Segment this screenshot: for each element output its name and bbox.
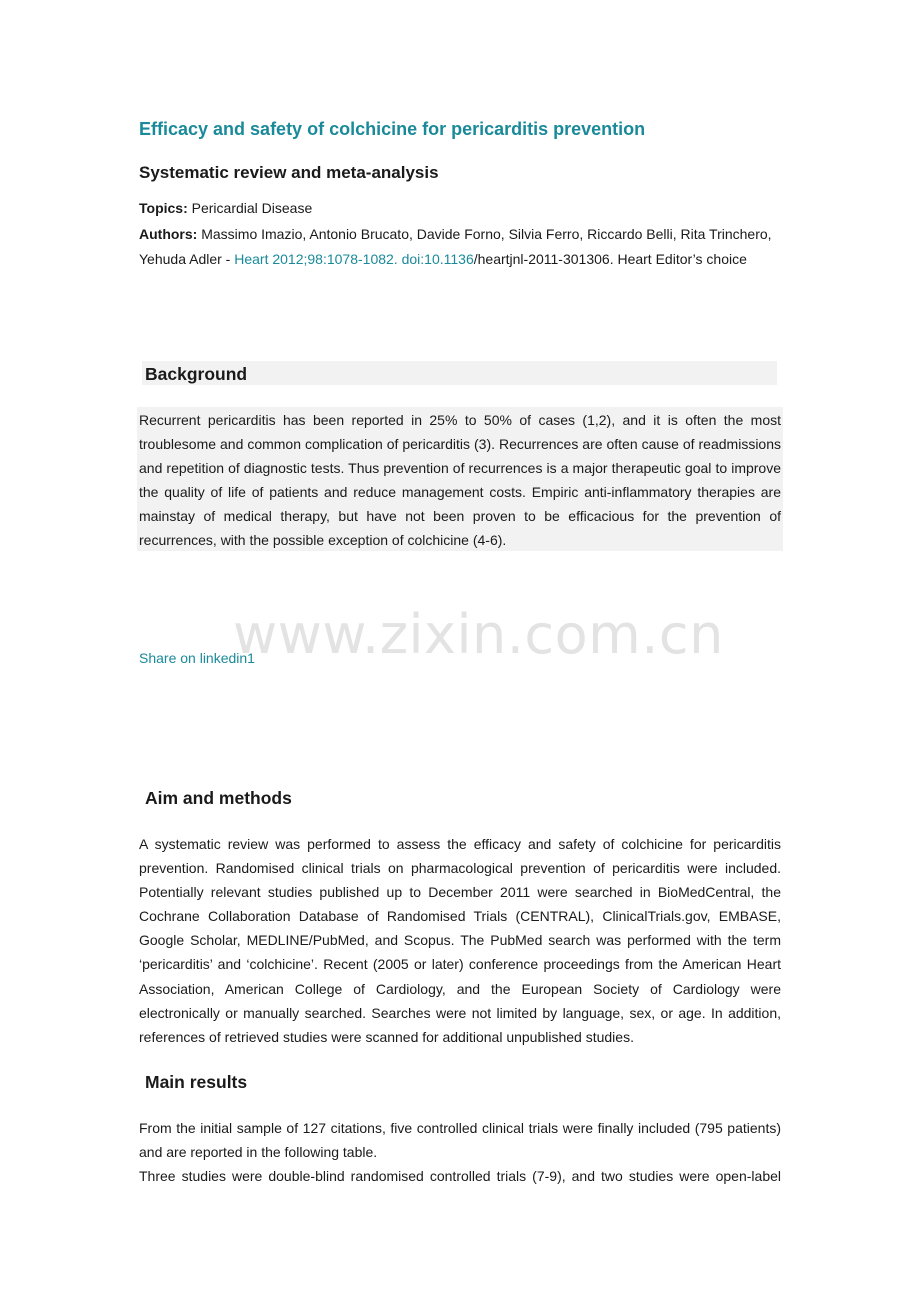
aim-methods-paragraph: A systematic review was performed to assess the efficacy and safety of colchicine for pericarditis prevention. Randomised clinical trials on pharmacological prevention of pericarditis were included. Potentially relevant studies published up to December 2011 were searched in BioMedCentral, the Cochrane Collaboration Database of Randomised Trials (CENTRAL), ClinicalTrials.gov, EMBASE, Google Scholar, MEDLINE/PubMed, and Scopus. The PubMed search was performed with the term ‘pericarditis’ and ‘colchicine’. Recent (2005 or later) conference proceedings from the American Heart Association, American College of Cardiology, and the European Society of Cardiology were electronically or manually searched. Searches were not limited by language, sex, or age. In addition, references of retrieved studies were scanned for additional unpublished studies.: [139, 836, 781, 1045]
citation-link[interactable]: Heart 2012;98:1078-1082. doi:10.1136: [234, 251, 474, 267]
aim-methods-heading: Aim and methods: [145, 788, 292, 808]
article-subtitle: Systematic review and meta-analysis: [139, 163, 439, 182]
article-title: Efficacy and safety of colchicine for pericarditis prevention: [139, 119, 646, 139]
background-paragraph: Recurrent pericarditis has been reported in 25% to 50% of cases (1,2), and it is often the most troublesome and common complication of pericarditis (3). Recurrences are often cause of readmissions and repetition of diagnostic tests. Thus prevention of recurrences is a major therapeutic goal to improve the quality of life of patients and reduce management costs. Empiric anti-inflammatory therapies are mainstay of medical therapy, but have not been proven to be efficacious for the prevention of recurrences, with the possible exception of colchicine (4-6).: [139, 412, 781, 549]
background-heading: Background: [145, 364, 248, 384]
main-results-heading: Main results: [145, 1072, 248, 1092]
topics-label: Topics:: [139, 200, 188, 216]
authors-label: Authors:: [139, 225, 198, 242]
article-metadata: [139, 196, 782, 273]
watermark: www.zixin.com.cn: [233, 603, 724, 666]
main-results-paragraph-2: Three studies were double-blind randomised controlled trials (7-9), and two studies were open-label: [139, 1168, 781, 1185]
authors-line: [139, 222, 782, 273]
topics-value: Pericardial Disease: [187, 200, 313, 216]
authors-value: Massimo Imazio, Antonio Brucato, Davide Forno, Silvia Ferro, Riccardo Belli, Rita Trinchero, Yehuda Adler -: [139, 225, 772, 267]
share-linkedin-link[interactable]: Share on linkedin1: [139, 650, 255, 666]
main-results-body: [139, 1116, 781, 1188]
main-results-paragraph-1: From the initial sample of 127 citations, five controlled clinical trials were finally included (795 patients) and are reported in the following table.: [139, 1120, 781, 1161]
topics-line: [139, 196, 782, 222]
citation-rest: /heartjnl-2011-301306. Heart Editor’s choice: [473, 251, 747, 267]
